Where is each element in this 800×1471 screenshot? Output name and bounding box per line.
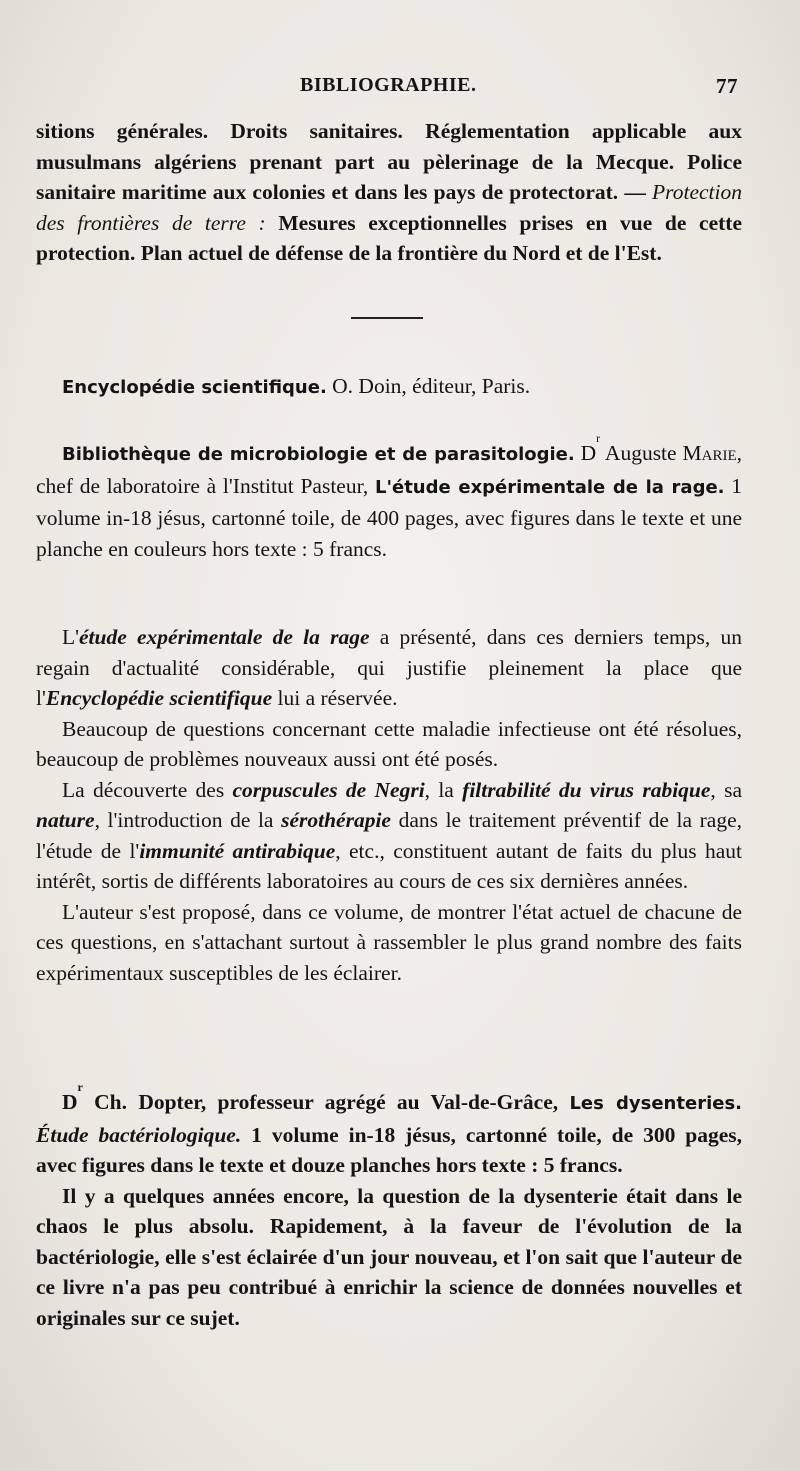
italic-span: immunité antirabique (139, 838, 336, 863)
text-span: , etc., constituent autant de faits du plus haut intérêt, sortis de différents laboratoires au cours de ces six dernières années. (36, 838, 743, 893)
review-paragraph: Il y a quelques années encore, la question de la dysenterie était dans le chaos le plus absolu. Rapidement, à la faveur de l'évolution de la bactériologie, elle s'est éclairée d'un jour nouveau, et l'on sait que l'auteur de ce livre n'a pas peu contribué à enrichir la science de données nouvelles et originales sur ce sujet. (36, 1183, 742, 1330)
text-span: La découverte des (62, 777, 233, 802)
review-paragraph: Beaucoup de questions concernant cette maladie infectieuse ont été résolues, beaucoup de problèmes nouveaux aussi ont été posés. (36, 716, 742, 771)
running-header (36, 74, 742, 102)
text-span: , l'introduction de la (94, 808, 282, 832)
superscript: r (77, 1080, 83, 1094)
italic-span: Protection des frontières de terre : (36, 180, 742, 235)
publisher-text: O. Doin, éditeur, Paris. (326, 374, 531, 398)
dysentery-entry (36, 1080, 742, 1333)
italic-span: étude expérimentale de la rage (79, 625, 370, 649)
text-span: dans le traitement préventif de la rage, l'étude de l' (36, 808, 742, 863)
series-title: Encyclopédie scientifique. (62, 377, 327, 398)
text-span: Ch. Dopter, professeur agrégé au Val-de-Grâce, (82, 1090, 570, 1114)
italic-span: Étude bactériologique. (36, 1122, 242, 1147)
text-span: Auguste (600, 441, 683, 465)
rage-book-entry (36, 431, 742, 564)
italic-span: filtrabilité du virus rabique (462, 777, 711, 802)
text-span: , sa (710, 777, 742, 802)
text-span: a présenté, dans ces derniers temps, un regain d'actualité considérable, qui justifie pleinement la place que l' (36, 625, 742, 710)
page-number: 77 (716, 74, 738, 98)
italic-span: corpuscules de Negri (232, 777, 425, 802)
text-span: lui a réservée. (272, 686, 398, 710)
book-title: L'étude expérimentale de la rage. (375, 476, 725, 498)
review-paragraph: L'auteur s'est proposé, dans ce volume, de montrer l'état actuel de chacune de ces questions, en s'attachant surtout à rassembler le plus grand nombre des faits expérimentaux susceptibles de les éclairer. (36, 899, 742, 985)
italic-span: sérothérapie (281, 808, 391, 832)
header-title: BIBLIOGRAPHIE. (300, 74, 477, 96)
text-span: sitions générales. Droits sanitaires. Réglementation applicable aux musulmans algériens prenant part au pèlerinage de la Mecque. Police sanitaire maritime aux colonies et dans les pays de protectorat. — (36, 119, 742, 204)
italic-span: nature (36, 808, 95, 832)
text-span: L' (62, 625, 80, 649)
text-span: Mesures exceptionnelles prises en vue de cette protection. Plan actuel de défense de la frontière du Nord et de l'Est. (36, 210, 742, 265)
text-span: 1 volume in-18 jésus, cartonné toile, de 300 pages, avec figures dans le texte et douze planches hors texte : 5 francs. (36, 1122, 742, 1177)
text-span: 1 volume in-18 jésus, cartonné toile, de 400 pages, avec figures dans le texte et une planche en couleurs hors texte : 5 francs. (36, 473, 742, 561)
text-span: , la (424, 777, 463, 802)
section-divider (351, 317, 423, 319)
rage-review (36, 622, 742, 988)
paragraph-continuation (36, 116, 742, 269)
text-span: D (62, 1090, 78, 1114)
encyclopedia-heading (36, 371, 742, 404)
book-title: Les dysenteries. (569, 1093, 742, 1114)
italic-span: Encyclopédie scientifique (45, 686, 273, 710)
text-span: D (574, 441, 597, 465)
author-name: Marie (682, 441, 737, 465)
collection-title: Bibliothèque de microbiologie et de parasitologie. (62, 444, 575, 465)
superscript: r (596, 431, 601, 445)
text-span: , chef de laboratoire à l'Institut Pasteur, (36, 441, 742, 498)
